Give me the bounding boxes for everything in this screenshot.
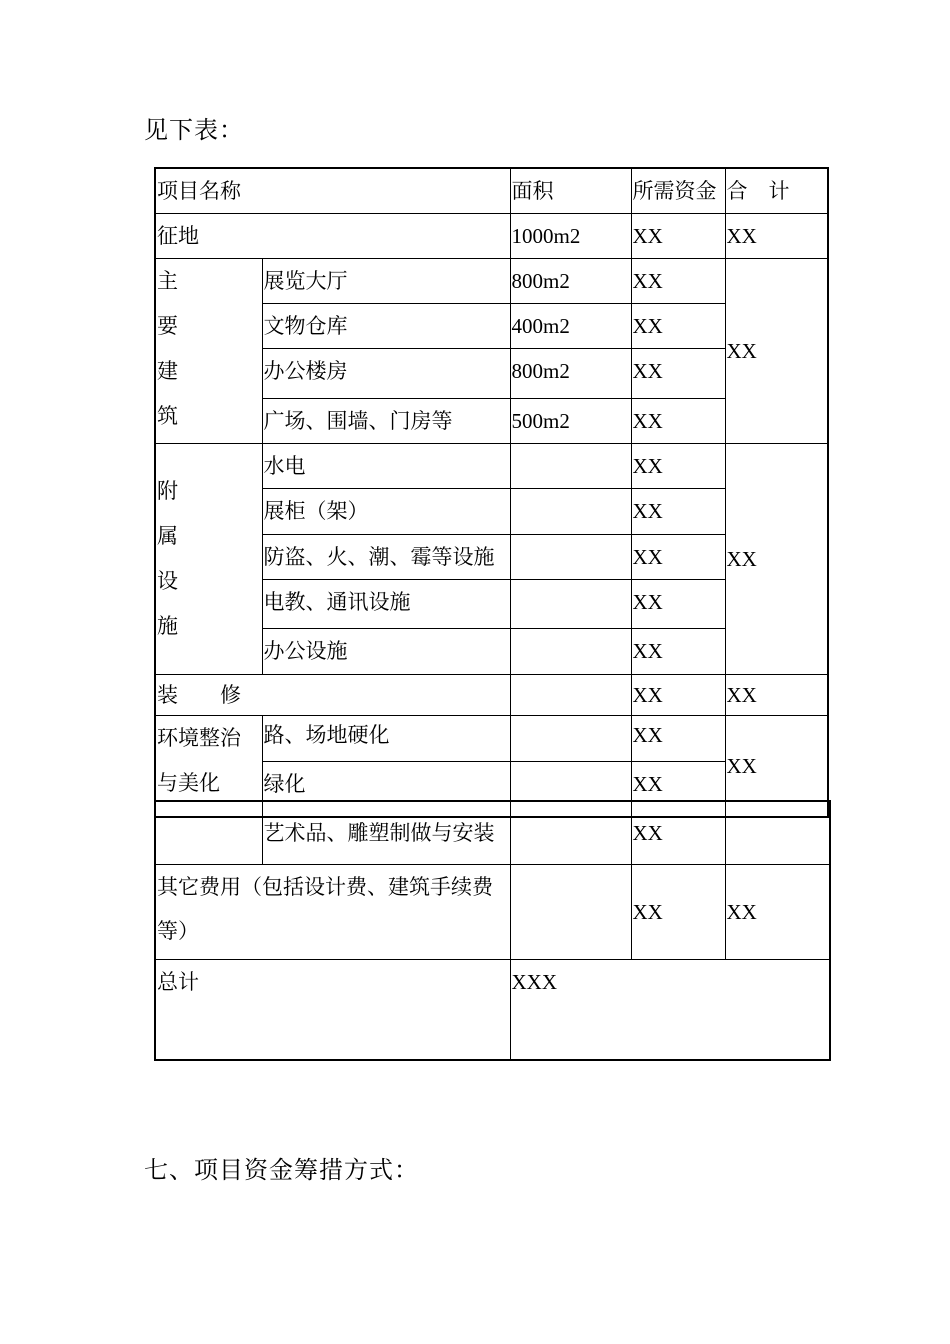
item-area bbox=[510, 716, 631, 762]
art-name: 艺术品、雕塑制做与安装 bbox=[262, 801, 510, 864]
item-funds: XX bbox=[631, 399, 725, 444]
art-funds: XX bbox=[631, 801, 725, 864]
environment-total: XX bbox=[725, 716, 828, 817]
decoration-total: XX bbox=[725, 675, 828, 716]
other-funds: XX bbox=[631, 864, 725, 959]
decoration-row bbox=[155, 675, 828, 716]
budget-table bbox=[154, 167, 829, 818]
item-name: 办公设施 bbox=[262, 629, 510, 675]
item-name: 绿化 bbox=[262, 762, 510, 817]
land-row bbox=[155, 214, 828, 259]
other-total: XX bbox=[725, 864, 830, 959]
land-label: 征地 bbox=[155, 214, 510, 259]
facilities-total: XX bbox=[725, 444, 828, 675]
main-building-label: 主 要 建 筑 bbox=[155, 259, 262, 444]
header-name: 项目名称 bbox=[155, 168, 510, 214]
main-building-total: XX bbox=[725, 259, 828, 444]
land-total: XX bbox=[725, 214, 828, 259]
item-funds: XX bbox=[631, 629, 725, 675]
intro-text: 见下表： bbox=[144, 116, 244, 144]
item-name: 展柜（架） bbox=[262, 489, 510, 535]
item-name: 水电 bbox=[262, 444, 510, 489]
item-funds: XX bbox=[631, 349, 725, 399]
item-funds: XX bbox=[631, 580, 725, 629]
table-row bbox=[155, 444, 828, 489]
item-funds: XX bbox=[631, 489, 725, 535]
item-name: 防盗、火、潮、霉等设施 bbox=[262, 535, 510, 580]
item-area bbox=[510, 580, 631, 629]
header-area: 面积 bbox=[510, 168, 631, 214]
item-area: 800m2 bbox=[510, 259, 631, 304]
land-funds: XX bbox=[631, 214, 725, 259]
item-name: 文物仓库 bbox=[262, 304, 510, 349]
facilities-label: 附 属 设 施 bbox=[155, 444, 262, 675]
art-total bbox=[725, 801, 830, 864]
land-area: 1000m2 bbox=[510, 214, 631, 259]
item-area: 800m2 bbox=[510, 349, 631, 399]
section-heading: 七、项目资金筹措方式： bbox=[144, 1156, 419, 1184]
art-row bbox=[155, 801, 830, 864]
grand-total-label: 总计 bbox=[155, 959, 510, 1060]
item-funds: XX bbox=[631, 259, 725, 304]
item-name: 办公楼房 bbox=[262, 349, 510, 399]
other-area bbox=[510, 864, 631, 959]
header-total: 合 计 bbox=[725, 168, 828, 214]
art-area bbox=[510, 801, 631, 864]
decoration-label: 装 修 bbox=[155, 675, 510, 716]
environment-label: 环境整治 与美化 bbox=[155, 716, 262, 817]
header-row bbox=[155, 168, 828, 214]
item-funds: XX bbox=[631, 762, 725, 817]
item-funds: XX bbox=[631, 535, 725, 580]
item-name: 路、场地硬化 bbox=[262, 716, 510, 762]
header-funds: 所需资金 bbox=[631, 168, 725, 214]
budget-table-continued bbox=[154, 800, 831, 1061]
item-name: 电教、通讯设施 bbox=[262, 580, 510, 629]
other-label: 其它费用（包括设计费、建筑手续费 等） bbox=[155, 864, 510, 959]
item-area: 400m2 bbox=[510, 304, 631, 349]
item-area bbox=[510, 535, 631, 580]
item-area: 500m2 bbox=[510, 399, 631, 444]
art-category bbox=[155, 801, 262, 864]
item-funds: XX bbox=[631, 304, 725, 349]
item-area bbox=[510, 629, 631, 675]
table-row bbox=[155, 716, 828, 762]
grand-total-row bbox=[155, 959, 830, 1060]
table-row bbox=[155, 259, 828, 304]
grand-total-value: XXX bbox=[510, 959, 830, 1060]
item-area bbox=[510, 444, 631, 489]
decoration-funds: XX bbox=[631, 675, 725, 716]
item-name: 展览大厅 bbox=[262, 259, 510, 304]
item-name: 广场、围墙、门房等 bbox=[262, 399, 510, 444]
other-row bbox=[155, 864, 830, 959]
item-funds: XX bbox=[631, 444, 725, 489]
decoration-area bbox=[510, 675, 631, 716]
item-area bbox=[510, 489, 631, 535]
item-funds: XX bbox=[631, 716, 725, 762]
